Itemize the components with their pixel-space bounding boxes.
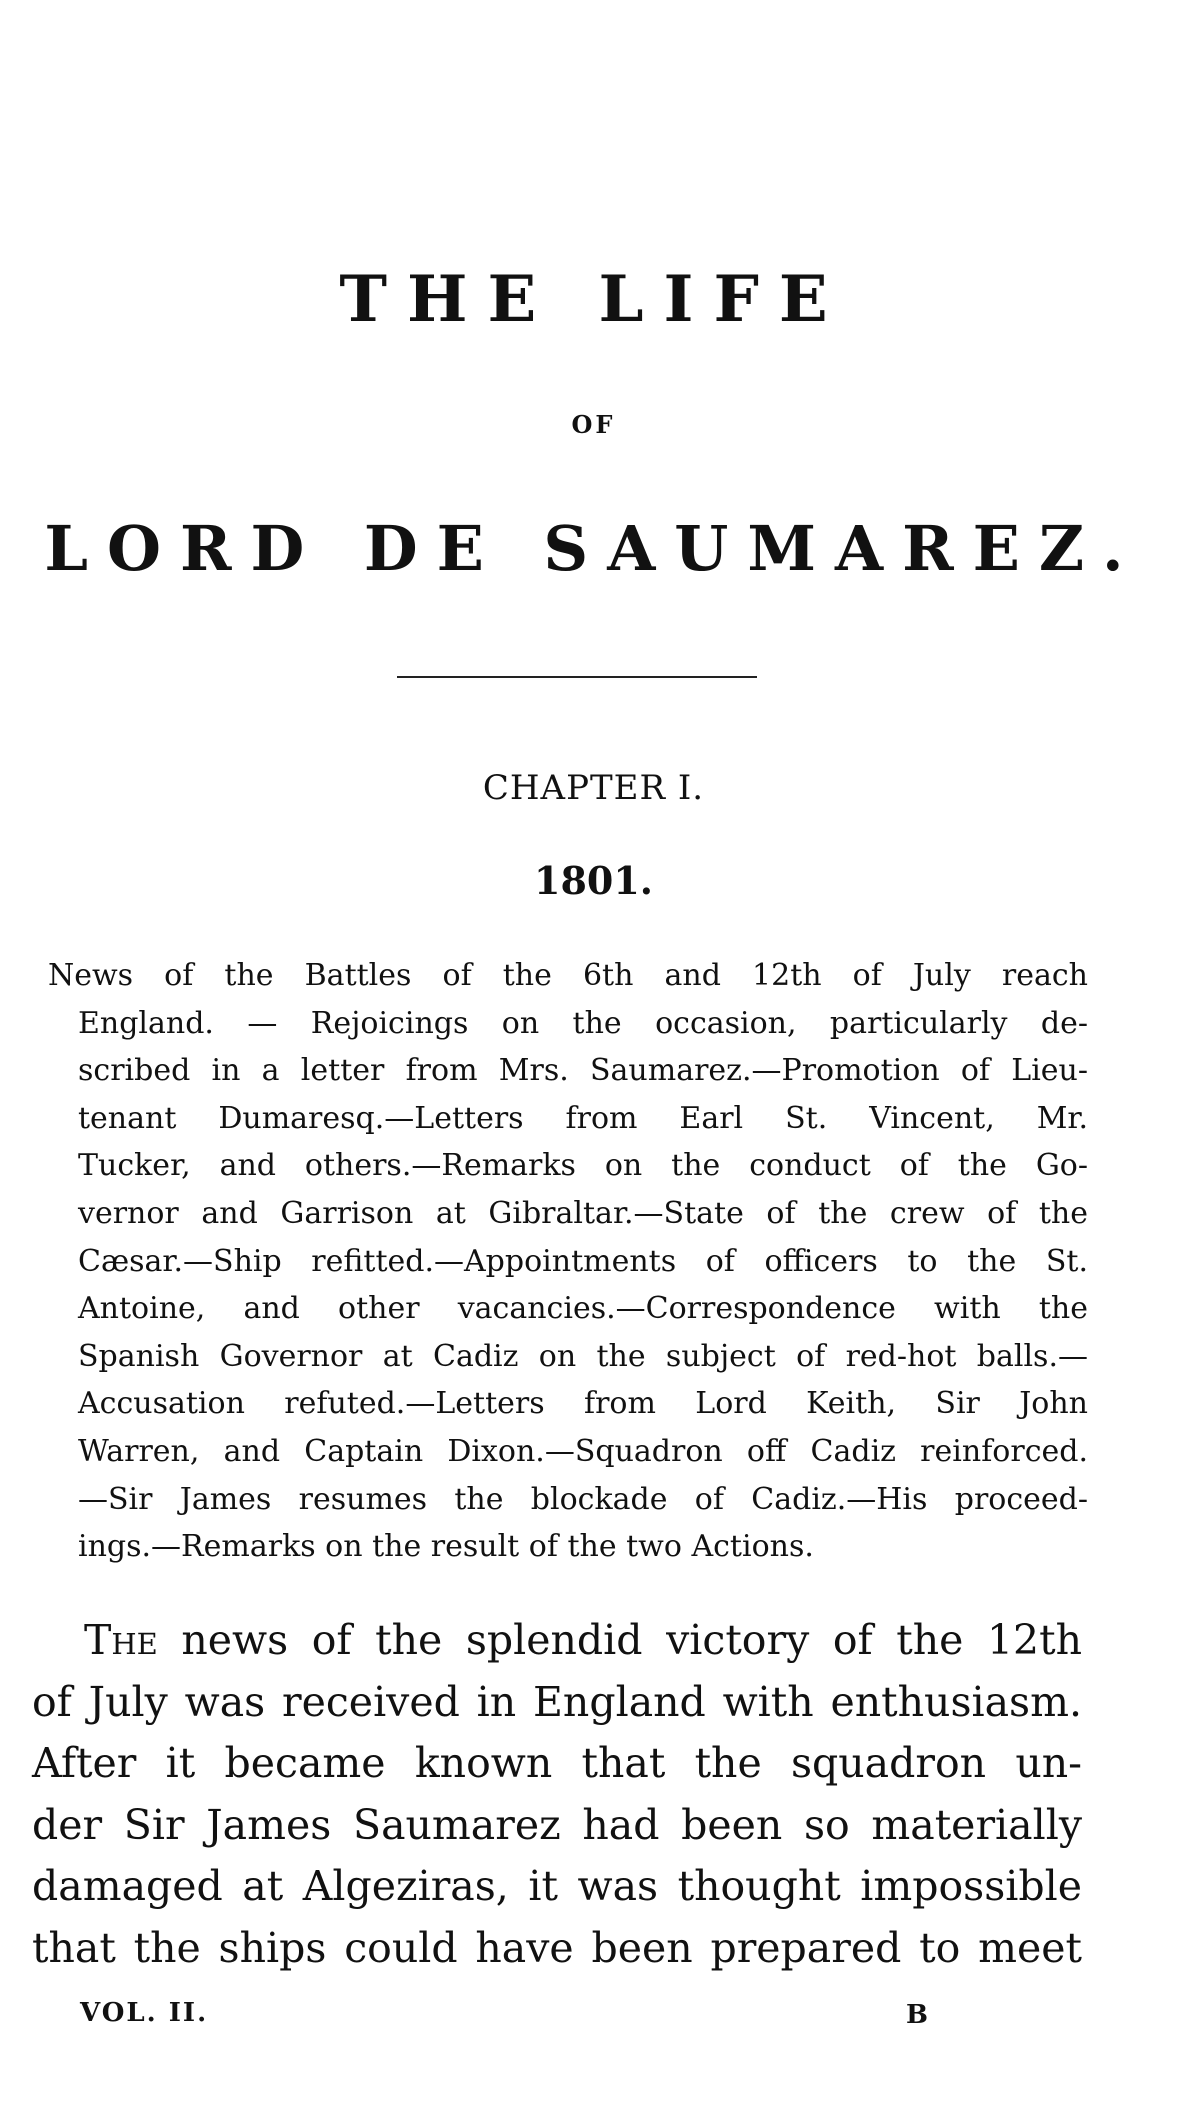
body-line: damaged at Algeziras, it was thought impossible xyxy=(32,1862,1082,1910)
synopsis-line: Warren, and Captain Dixon.—Squadron off Cadiz reinforced. xyxy=(78,1433,1088,1469)
synopsis-line: Spanish Governor at Cadiz on the subject of red-hot balls.— xyxy=(78,1338,1088,1374)
synopsis-line: Tucker, and others.—Remarks on the conduct of the Go- xyxy=(78,1148,1088,1184)
synopsis-line: vernor and Garrison at Gibraltar.—State of the crew of the xyxy=(78,1195,1088,1231)
synopsis-line: —Sir James resumes the blockade of Cadiz.—His proceed- xyxy=(78,1481,1088,1517)
body-line-text: news of the splendid victory of the 12th xyxy=(157,1616,1082,1664)
drop-word: The xyxy=(84,1616,158,1664)
body-line: After it became known that the squadron un- xyxy=(32,1739,1082,1787)
title-divider xyxy=(397,676,757,678)
synopsis-line: Accusation refuted.—Letters from Lord Keith, Sir John xyxy=(78,1386,1088,1422)
signature-mark: B xyxy=(906,2000,928,2030)
body-line: of July was received in England with enthusiasm. xyxy=(32,1677,1082,1726)
synopsis-line: News of the Battles of the 6th and 12th of July reach xyxy=(48,958,1088,993)
chapter-synopsis xyxy=(48,952,1088,1571)
page-title: THE LIFE xyxy=(339,262,848,337)
synopsis-line: tenant Dumaresq.—Letters from Earl St. Vincent, Mr. xyxy=(78,1100,1088,1136)
synopsis-line: Antoine, and other vacancies.—Correspondence with the xyxy=(78,1291,1088,1327)
synopsis-line: Cæsar.—Ship refitted.—Appointments of officers to the St. xyxy=(78,1243,1088,1279)
body-line: der Sir James Saumarez had been so materially xyxy=(32,1800,1082,1849)
chapter-heading: CHAPTER I. xyxy=(482,768,705,808)
body-line: that the ships could have been prepared to meet xyxy=(32,1923,1082,1972)
synopsis-line: England. — Rejoicings on the occasion, particularly de- xyxy=(78,1005,1088,1041)
body-paragraph xyxy=(32,1610,1082,1979)
chapter-year: 1801. xyxy=(534,858,653,903)
synopsis-line: scribed in a letter from Mrs. Saumarez.—Promotion of Lieu- xyxy=(78,1053,1088,1089)
synopsis-line: ings.—Remarks on the result of the two Actions. xyxy=(78,1529,814,1565)
title-connector: OF xyxy=(571,410,616,439)
body-line xyxy=(32,1610,1082,1672)
volume-marker: VOL. II. xyxy=(80,1998,209,2028)
title-subject: LORD DE SAUMAREZ. xyxy=(44,512,1143,585)
